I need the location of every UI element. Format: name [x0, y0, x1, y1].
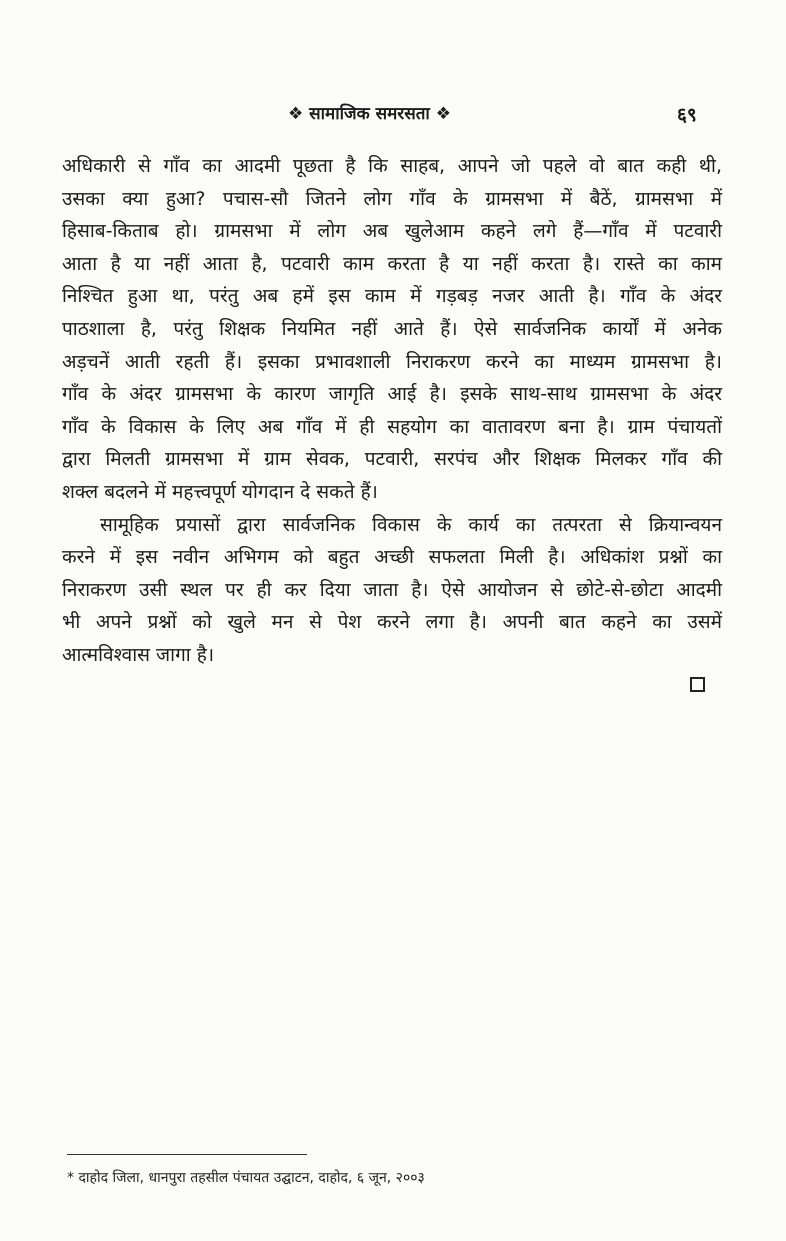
text-line: निराकरण उसी स्थल पर ही कर दिया जाता है। ऐसे आयोजन से छोटे-से-छोटा आदमी	[62, 578, 722, 601]
text-line: द्वारा मिलती ग्रामसभा में ग्राम सेवक, पटवारी, सरपंच और शिक्षक मिलकर गाँव की	[62, 448, 722, 471]
text-line: निश्चित हुआ था, परंतु अब हमें इस काम में गड़बड़ नजर आती है। गाँव के अंदर	[62, 285, 722, 308]
text-line: हिसाब-किताब हो। ग्रामसभा में लोग अब खुलेआम कहने लगे हैं—गाँव में पटवारी	[62, 220, 722, 243]
paragraph-2	[62, 509, 722, 672]
text-line: अधिकारी से गाँव का आदमी पूछता है कि साहब, आपने जो पहले वो बात कही थी,	[62, 155, 722, 177]
text-line: आत्मविश्वास जागा है।	[62, 643, 215, 666]
text-line: सामूहिक प्रयासों द्वारा सार्वजनिक विकास के कार्य का तत्परता से क्रियान्वयन	[100, 513, 722, 536]
footnote: * दाहोद जिला, धानपुरा तहसील पंचायत उद्घाटन, दाहोद, ६ जून, २००३	[67, 1170, 425, 1186]
text-line: भी अपने प्रश्नों को खुले मन से पेश करने लगा है। अपनी बात कहने का उसमें	[62, 611, 722, 634]
text-line: अड़चनें आती रहती हैं। इसका प्रभावशाली निराकरण करने का माध्यम ग्रामसभा है।	[62, 350, 722, 373]
body-text	[62, 150, 722, 672]
text-line: करने में इस नवीन अभिगम को बहुत अच्छी सफलता मिली है। अधिकांश प्रश्नों का	[62, 546, 722, 569]
text-line: शक्ल बदलने में महत्त्वपूर्ण योगदान दे सकते हैं।	[62, 480, 378, 503]
text-line: आता है या नहीं आता है, पटवारी काम करता है या नहीं करता है। रास्ते का काम	[62, 252, 722, 275]
running-title: ❖ सामाजिक समरसता ❖	[288, 104, 451, 124]
text-line: पाठशाला है, परंतु शिक्षक नियमित नहीं आते हैं। ऐसे सार्वजनिक कार्यों में अनेक	[62, 317, 722, 340]
footnote-rule	[67, 1154, 307, 1155]
text-line: उसका क्या हुआ? पचास-सौ जितने लोग गाँव के ग्रामसभा में बैठें, ग्रामसभा में	[62, 187, 722, 210]
text-line: गाँव के विकास के लिए अब गाँव में ही सहयोग का वातावरण बना है। ग्राम पंचायतों	[62, 415, 722, 438]
end-of-section-mark	[690, 677, 705, 692]
text-line: गाँव के अंदर ग्रामसभा के कारण जागृति आई है। इसके साथ-साथ ग्रामसभा के अंदर	[62, 383, 722, 406]
page-number: ६९	[677, 104, 697, 126]
paragraph-1	[62, 150, 722, 509]
running-head	[0, 101, 786, 131]
